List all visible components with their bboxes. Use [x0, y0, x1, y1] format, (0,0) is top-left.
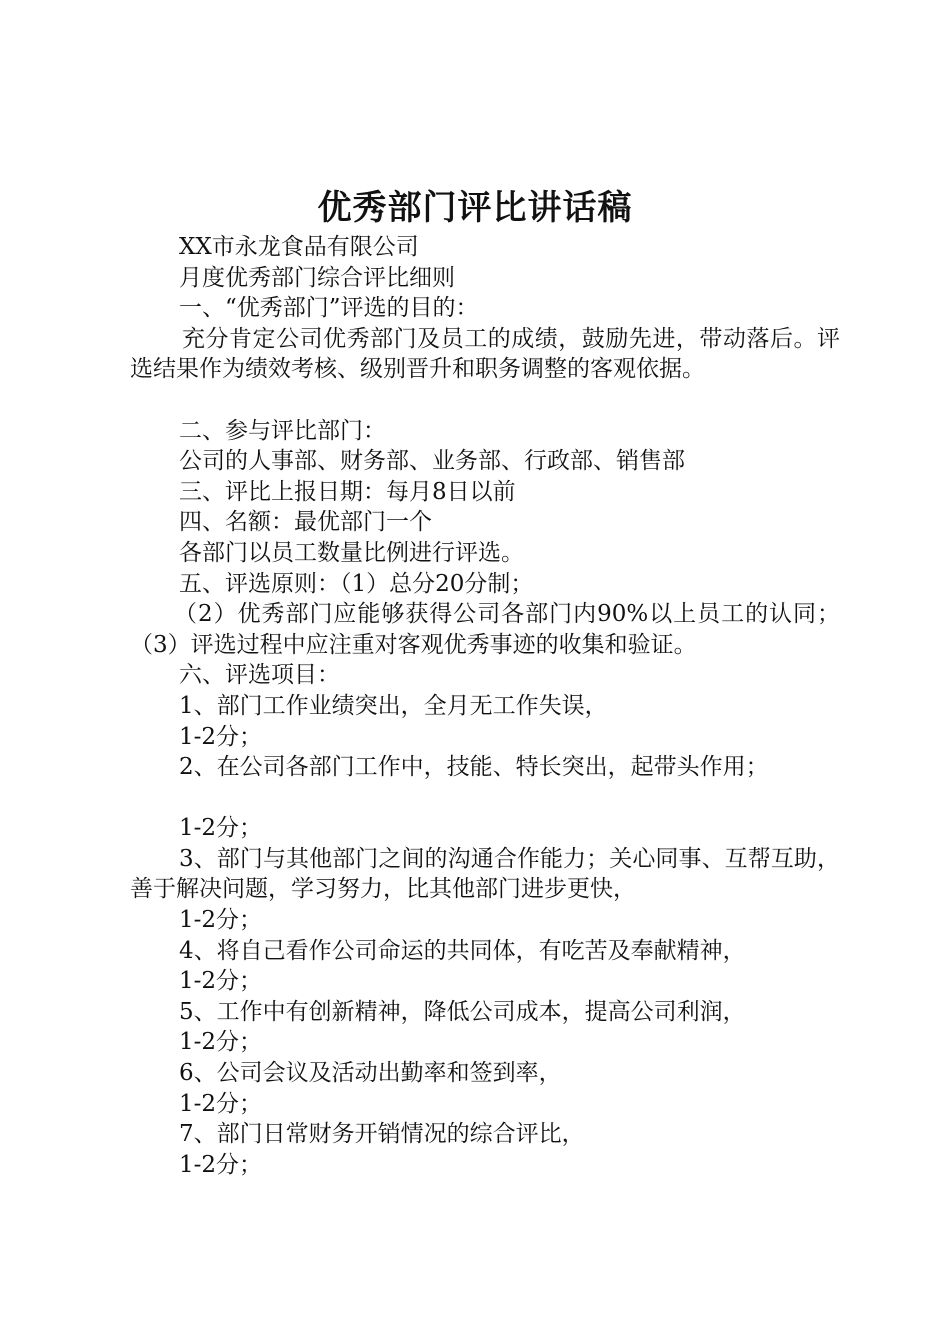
item-6-score: 1-2分；: [179, 1090, 263, 1117]
section-5-text: 五、评选原则：（1）总分20分制；: [179, 570, 534, 597]
section-5-principles: （2）优秀部门应能够获得公司各部门内90%以上员工的认同；（3）评选过程中应注重对客观优秀事迹的收集和验证。: [130, 601, 840, 658]
section-3-text: 三、评比上报日期：每月8日以前: [179, 478, 516, 505]
item-2: 2、在公司各部门工作中，技能、特长突出，起带头作用；: [179, 754, 769, 781]
section-1-heading: 一、“优秀部门”评选的目的：: [179, 295, 479, 322]
section-6-heading: 六、评选项目：: [179, 662, 340, 689]
item-1: 1、部门工作业绩突出，全月无工作失误，: [179, 692, 608, 719]
section-4-note: 各部门以员工数量比例进行评选。: [179, 539, 524, 566]
section-2-text: 公司的人事部、财务部、业务部、行政部、销售部: [179, 448, 685, 475]
item-4: 4、将自己看作公司命运的共同体，有吃苦及奉献精神，: [179, 937, 746, 964]
item-2-score: 1-2分；: [179, 815, 263, 842]
section-4-text: 四、名额：最优部门一个: [179, 509, 432, 536]
section-2-heading: 二、参与评比部门：: [179, 417, 386, 444]
item-7-score: 1-2分；: [179, 1151, 263, 1178]
item-1-score: 1-2分；: [179, 723, 263, 750]
section-1-text: 充分肯定公司优秀部门及员工的成绩，鼓励先进，带动落后。评选结果作为绩效考核、级别晋升和职务调整的客观依据。: [130, 325, 840, 383]
item-6: 6、公司会议及活动出勤率和签到率，: [179, 1060, 562, 1087]
item-5-score: 1-2分；: [179, 1029, 263, 1056]
paragraph-gap: [130, 385, 840, 416]
paragraph-gap: [130, 783, 840, 814]
document-title: 优秀部门评比讲话稿: [317, 188, 633, 228]
item-7: 7、部门日常财务开销情况的综合评比，: [179, 1121, 585, 1148]
item-3: 3、部门与其他部门之间的沟通合作能力；关心同事、互帮互助，善于解决问题，学习努力，比其他部门进步更快，: [130, 845, 840, 903]
company-name: XX市永龙食品有限公司: [179, 234, 419, 260]
rules-heading: 月度优秀部门综合评比细则: [179, 264, 455, 291]
item-4-score: 1-2分；: [179, 968, 263, 995]
item-5: 5、工作中有创新精神，降低公司成本，提高公司利润，: [179, 998, 746, 1025]
item-3-score: 1-2分；: [179, 907, 263, 934]
document-body: [130, 232, 840, 1180]
